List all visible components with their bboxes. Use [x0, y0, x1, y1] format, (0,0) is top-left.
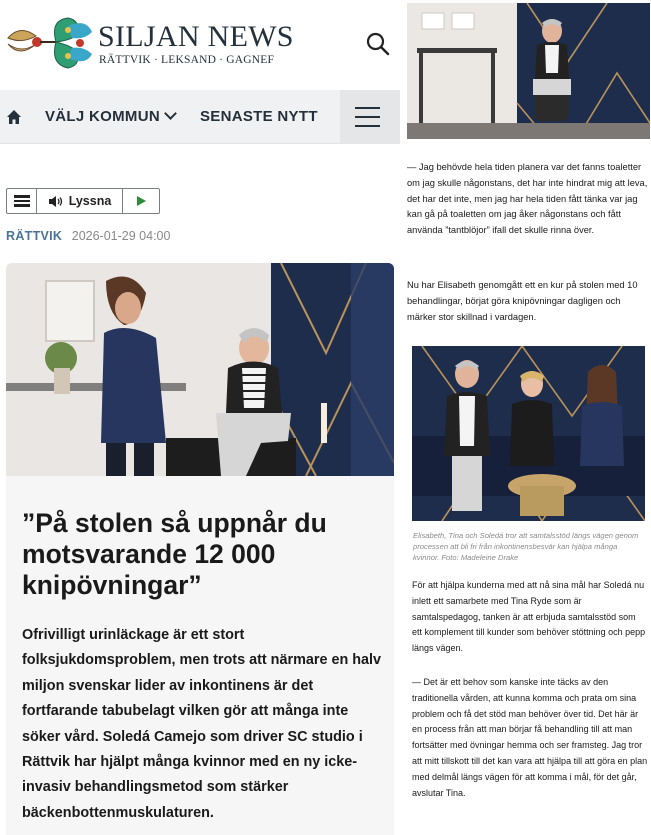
- speaker-icon: [48, 195, 64, 208]
- search-icon[interactable]: [364, 30, 392, 58]
- listen-button[interactable]: [37, 189, 123, 213]
- hamburger-icon: [355, 107, 380, 109]
- article-lead: Ofrivilligt urinläckage är ett stort folksjukdomsproblem, men trots att närmare en halv miljon svenskar lider av inkontinens är det fortfarande tabubelagt vilken gör att många inte söker vård. Soledá Camejo som driver SC studio i Rättvik har hjälpt många kvinnor med en ny icke-invasiv behandlingsmetod som stärker bäckenbottenmuskulaturen.: [22, 627, 382, 821]
- article-meta: [6, 229, 170, 243]
- site-subtitle: RÄTTVIK · LEKSAND · GAGNEF: [99, 54, 275, 66]
- publish-date: 2026-01-29 04:00: [71, 229, 171, 243]
- site-header: [0, 0, 400, 90]
- trio-photo: [412, 346, 645, 521]
- listen-label: Lyssna: [68, 194, 112, 208]
- body-paragraph-4: — Det är ett behov som kanske inte täcks av den traditionella vården, att kunna komma och prata om sina problem och få det stöd man behöver över tid. Det här är en process från att man börjar få behandling till att man fortsätter med övningar hemma och ser framsteg. Jag tror att mitt tillskott till det kan vara att hjälpa till att göra en plan med delmål längs vägen för att komma i mål, för det går, avslutar Tina.: [412, 677, 648, 798]
- treatment-chair-photo: [407, 3, 650, 139]
- nav-valj-kommun-label: VÄLJ KOMMUN: [45, 108, 160, 125]
- site-brand[interactable]: SILJAN NEWS: [98, 20, 294, 53]
- article-content: [6, 476, 394, 835]
- chevron-down-icon: [164, 107, 177, 120]
- nav-valj-kommun[interactable]: [45, 108, 175, 125]
- photo-caption: Elisabeth, Tina och Soledá tror att samtalsstöd längs vägen genom processen att bli fri från inkontinensbesvär kan hjälpa många kvinnor. Foto: Madeleine Drake: [413, 531, 639, 562]
- right-column: [400, 0, 651, 835]
- article-headline: ”På stolen så uppnår du motsvarande 12 000 knipövningar”: [22, 508, 327, 600]
- body-paragraph-1: — Jag behövde hela tiden planera var det fanns toaletter om jag skulle någonstans, det har inte hindrat mig att leva, det har det inte, men jag har hela tiden fått tänka var jag kan gå på toaletten om jag åker någonstans och fått använda ”tantblöjor” ifall det skulle rinna över.: [407, 162, 648, 236]
- body-paragraph-2: Nu har Elisabeth genomgått ett en kur på stolen med 10 behandlingar, börjat göra knipövningar dagligen och märker stor skillnad i vardagen.: [407, 280, 638, 322]
- body-paragraph-3: För att hjälpa kunderna med att nå sina mål har Soledá nu inlett ett samarbete med Tina Ryde som är samtalspedagog, tanken är att erbjuda samtalsstöd som ett komplement till kunder som behöver stöttning och pepp längs vägen.: [412, 580, 646, 654]
- hero-photo: [6, 263, 394, 476]
- home-icon[interactable]: [6, 109, 22, 125]
- hamburger-menu-button[interactable]: [340, 90, 400, 144]
- listen-player: [6, 188, 160, 214]
- main-nav: [0, 90, 400, 144]
- butterfly-logo-icon[interactable]: [6, 14, 94, 72]
- menu-icon[interactable]: [7, 189, 37, 213]
- play-button[interactable]: [123, 189, 159, 213]
- nav-senaste-nytt[interactable]: SENASTE NYTT: [200, 108, 318, 125]
- category-link[interactable]: RÄTTVIK: [6, 229, 63, 243]
- play-icon: [135, 195, 147, 207]
